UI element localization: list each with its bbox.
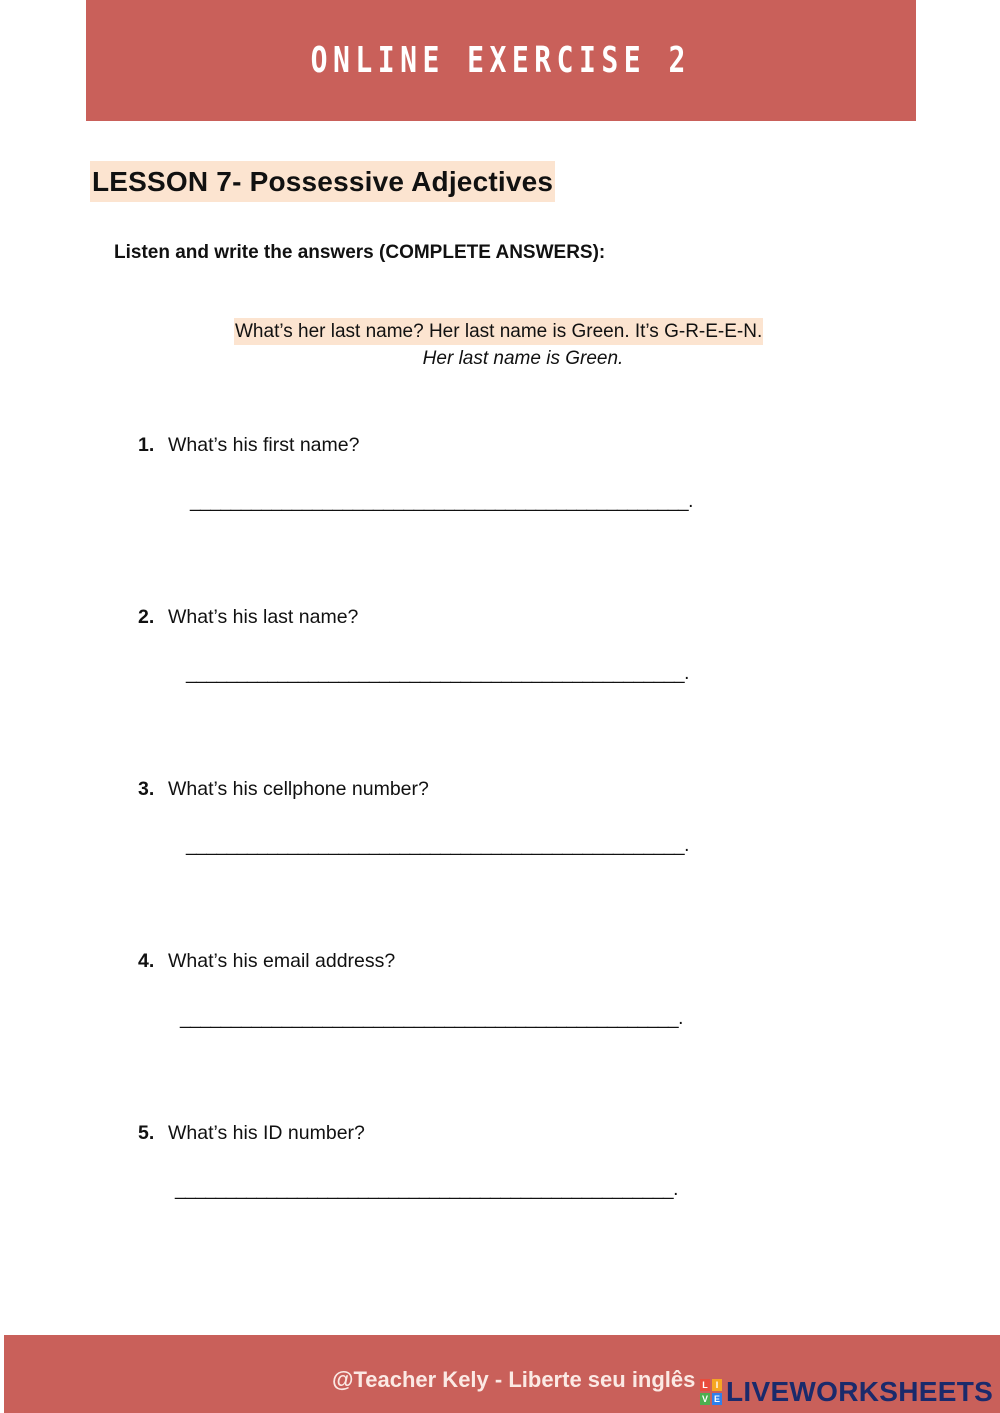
question-number: 4.: [138, 950, 155, 972]
lesson-title: LESSON 7- Possessive Adjectives: [90, 161, 555, 202]
answer-field-2[interactable]: _________________________________________________.: [186, 663, 690, 684]
question-number: 2.: [138, 606, 155, 628]
liveworksheets-wordmark: LIVEWORKSHEETS: [726, 1376, 994, 1407]
logo-letter: I: [712, 1379, 722, 1391]
question-number: 1.: [138, 434, 155, 456]
question-3: [138, 778, 429, 801]
footer-credit: @Teacher Kely - Liberte seu inglês: [332, 1367, 696, 1392]
question-text: What’s his first name?: [168, 434, 360, 456]
logo-letter: L: [700, 1379, 710, 1391]
example-answer: Her last name is Green.: [422, 348, 624, 369]
question-number: 3.: [138, 778, 155, 800]
answer-field-4[interactable]: _________________________________________________.: [180, 1008, 684, 1029]
question-text: What’s his ID number?: [168, 1122, 365, 1144]
question-1: [138, 434, 359, 457]
instructions: Listen and write the answers (COMPLETE ANSWERS):: [114, 242, 606, 263]
logo-letter: V: [701, 1394, 708, 1404]
question-2: [138, 606, 358, 629]
question-number: 5.: [138, 1122, 155, 1144]
question-5: [138, 1122, 365, 1145]
header-title: ONLINE EXERCISE 2: [310, 40, 692, 81]
question-text: What’s his email address?: [168, 950, 396, 972]
logo-letter: E: [713, 1394, 720, 1404]
answer-field-5[interactable]: _________________________________________________.: [175, 1179, 679, 1200]
answer-field-1[interactable]: _________________________________________________.: [190, 491, 694, 512]
answer-field-3[interactable]: _________________________________________________.: [186, 835, 690, 856]
question-text: What’s his last name?: [168, 606, 359, 628]
question-4: [138, 950, 395, 973]
liveworksheets-icon: [700, 1379, 722, 1405]
question-text: What’s his cellphone number?: [168, 778, 429, 800]
liveworksheets-logo[interactable]: [700, 1376, 993, 1408]
example-question: What’s her last name? Her last name is Green. It’s G-R-E-E-N.: [234, 318, 763, 345]
header-banner: [86, 0, 916, 121]
